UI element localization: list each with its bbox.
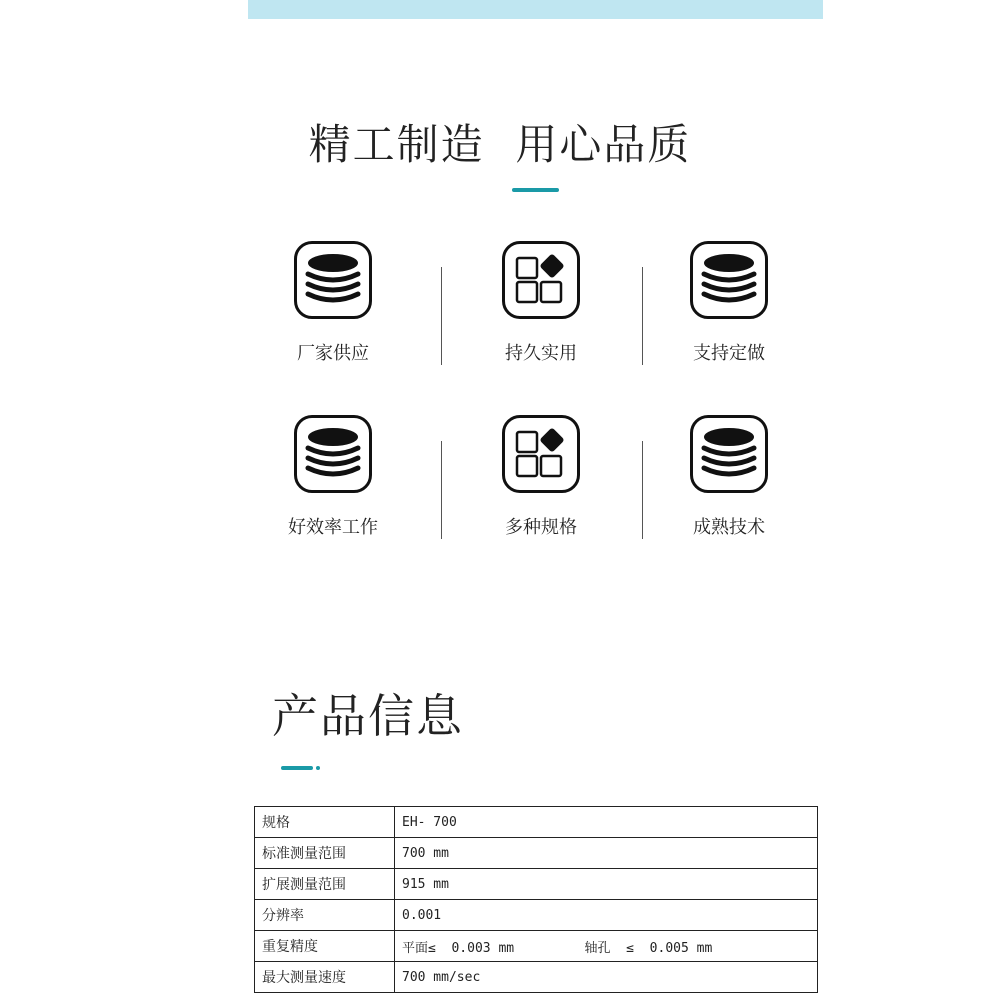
feature-label: 成熟技术 — [693, 517, 765, 538]
spec-key: 最大测量速度 — [255, 962, 395, 993]
headline-accent-bar — [512, 188, 559, 192]
spec-table — [254, 806, 818, 993]
database-stack-icon — [294, 415, 372, 493]
section-title: 产品信息 — [272, 689, 464, 743]
database-stack-icon — [690, 415, 768, 493]
feature-label: 多种规格 — [505, 517, 577, 538]
feature-item — [243, 241, 423, 365]
table-row — [255, 838, 818, 869]
section-accent-bar — [281, 766, 313, 770]
section-accent-dot — [316, 766, 320, 770]
feature-item — [243, 415, 423, 539]
spec-key: 扩展测量范围 — [255, 869, 395, 900]
feature-divider — [441, 441, 442, 539]
feature-divider — [441, 267, 442, 365]
grid-diamond-icon — [502, 415, 580, 493]
table-row — [255, 962, 818, 993]
spec-key: 分辨率 — [255, 900, 395, 931]
feature-label: 持久实用 — [505, 343, 577, 364]
feature-item — [451, 415, 631, 539]
table-row — [255, 807, 818, 838]
table-row — [255, 869, 818, 900]
spec-key: 标准测量范围 — [255, 838, 395, 869]
spec-key: 重复精度 — [255, 931, 395, 962]
table-row — [255, 931, 818, 962]
top-banner — [248, 0, 823, 19]
table-row — [255, 900, 818, 931]
feature-item — [639, 241, 819, 365]
grid-diamond-icon — [502, 241, 580, 319]
spec-value: EH- 700 — [395, 807, 818, 838]
spec-value: 0.001 — [395, 900, 818, 931]
spec-key: 规格 — [255, 807, 395, 838]
feature-item — [451, 241, 631, 365]
feature-label: 好效率工作 — [288, 517, 378, 538]
database-stack-icon — [690, 241, 768, 319]
spec-value: 700 mm — [395, 838, 818, 869]
feature-item — [639, 415, 819, 539]
spec-value: 700 mm/sec — [395, 962, 818, 993]
feature-label: 支持定做 — [693, 343, 765, 364]
spec-value: 915 mm — [395, 869, 818, 900]
feature-label: 厂家供应 — [297, 343, 369, 364]
page-headline: 精工制造 用心品质 — [308, 120, 692, 169]
spec-value: 平面≤ 0.003 mm 轴孔 ≤ 0.005 mm — [395, 931, 818, 962]
database-stack-icon — [294, 241, 372, 319]
